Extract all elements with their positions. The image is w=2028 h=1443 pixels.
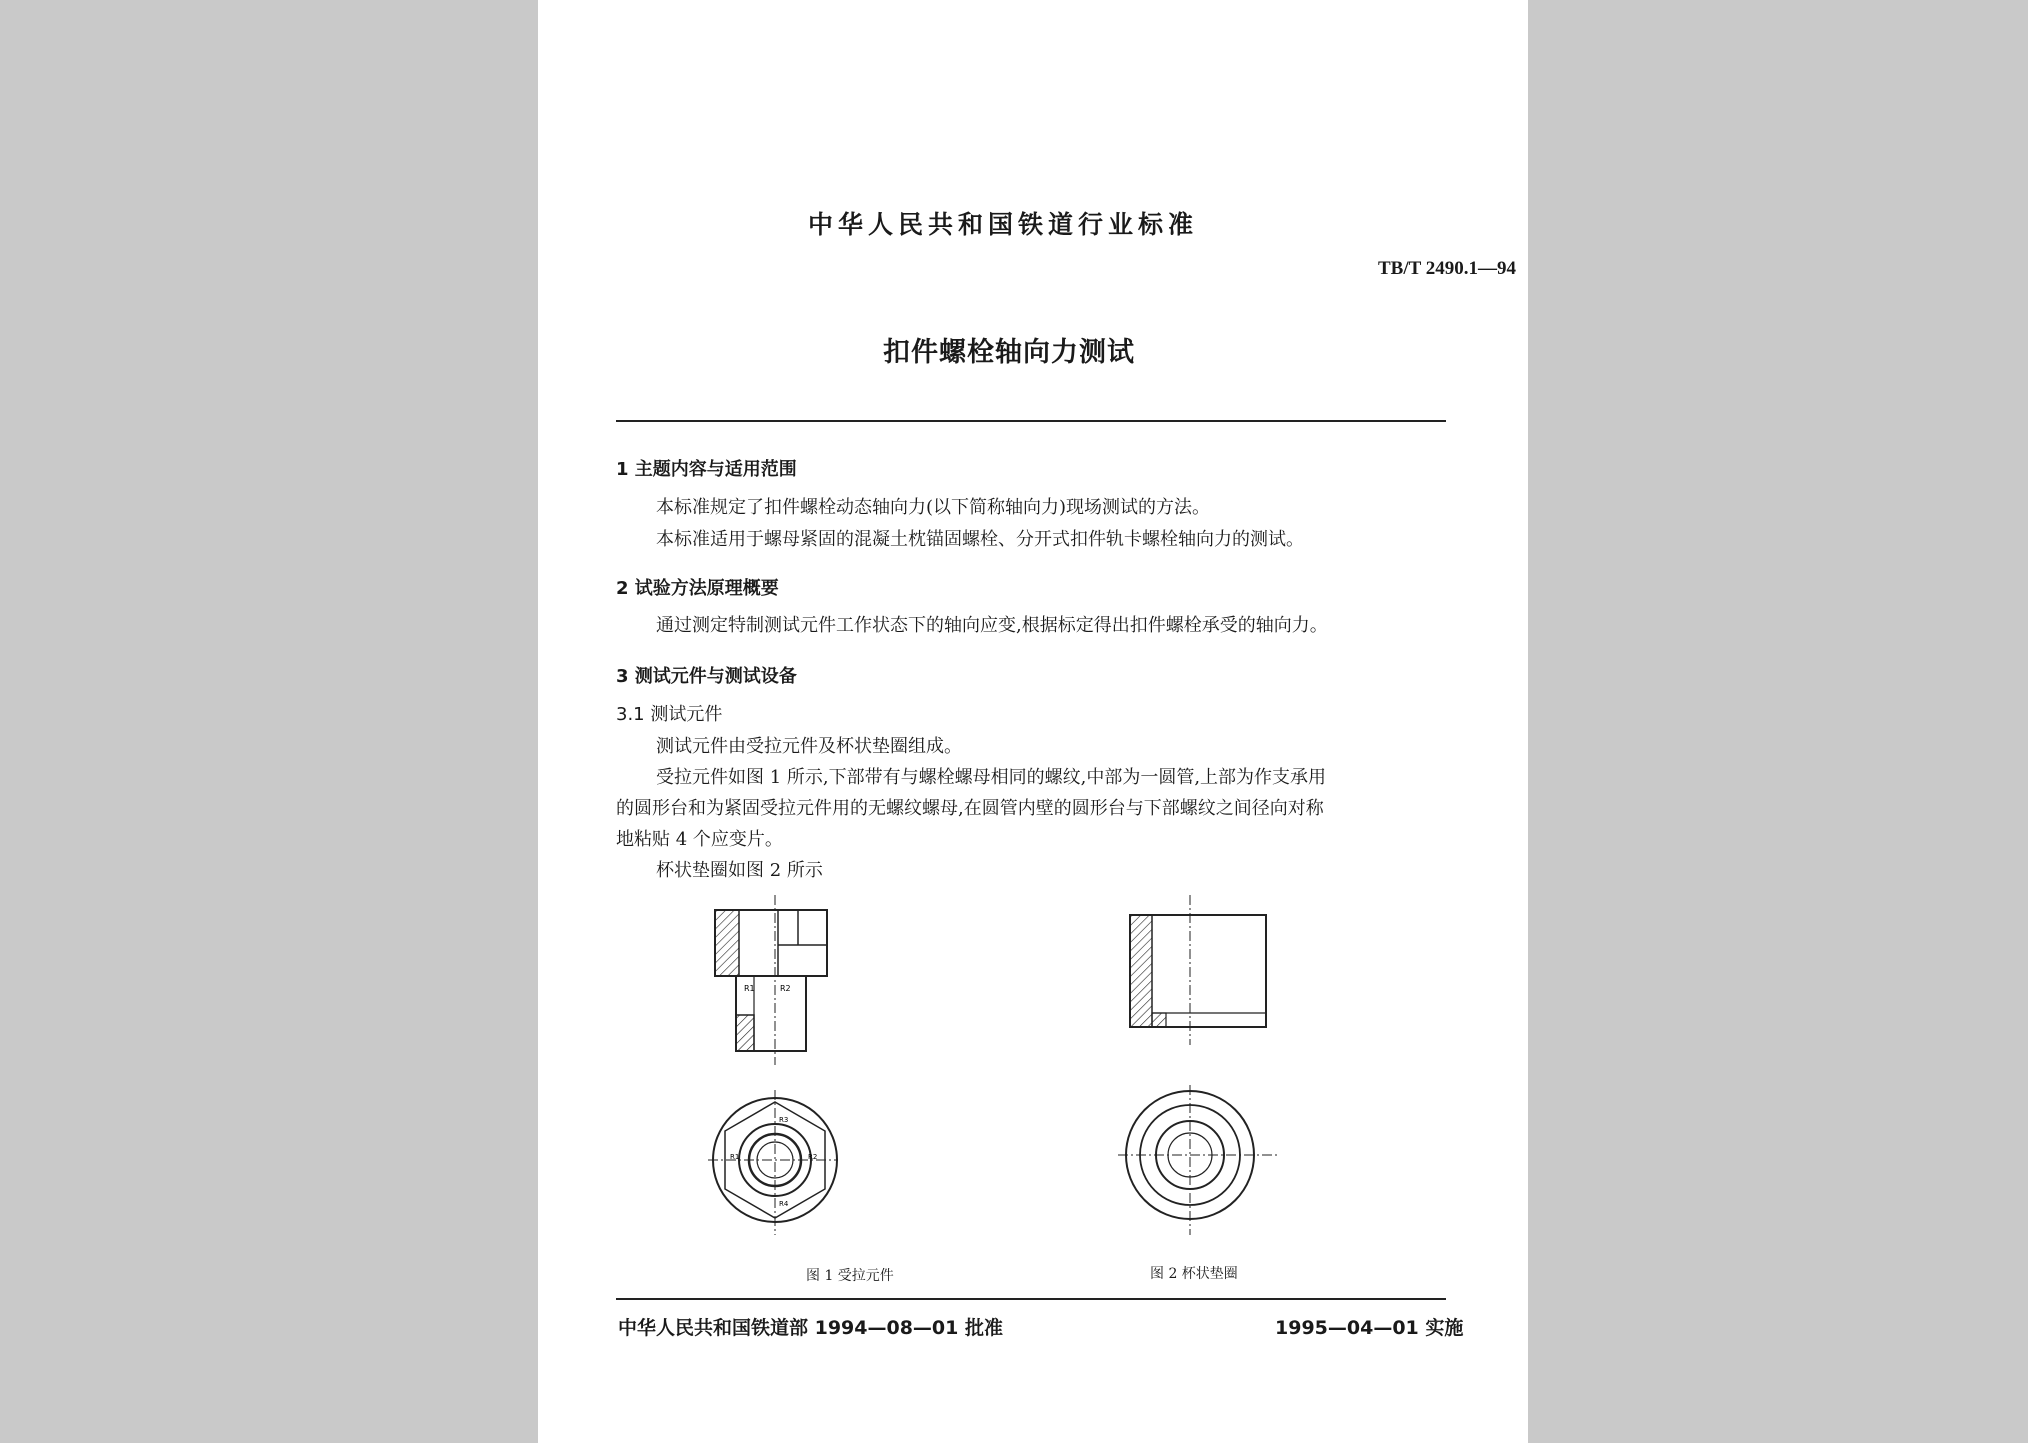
bottom-rule: [616, 1298, 1446, 1300]
label-r1: R1: [744, 984, 755, 993]
label-r2-top: R2: [808, 1153, 818, 1161]
section-3-heading: 3 测试元件与测试设备: [616, 666, 797, 687]
figure-1-top-view: [708, 1090, 838, 1235]
section-3-para-2-line-2: 的圆形台和为紧固受拉元件用的无螺纹螺母,在圆管内壁的圆形台与下部螺纹之间径向对称: [616, 798, 1324, 819]
document-page: [538, 0, 1528, 1443]
figure-1-caption: 图 1 受拉元件: [806, 1268, 894, 1284]
section-3-para-1: 测试元件由受拉元件及杯状垫圈组成。: [656, 736, 962, 757]
footer-approval: 中华人民共和国铁道部 1994—08—01 批准: [618, 1317, 1003, 1339]
figure-2-section-view: [1118, 895, 1258, 1045]
section-2-para-1: 通过测定特制测试元件工作状态下的轴向应变,根据标定得出扣件螺栓承受的轴向力。: [656, 615, 1328, 636]
section-3-para-2-line-1: 受拉元件如图 1 所示,下部带有与螺栓螺母相同的螺纹,中部为一圆管,上部为作支承用: [656, 767, 1327, 788]
section-2-heading: 2 试验方法原理概要: [616, 578, 779, 599]
section-1-para-1: 本标准规定了扣件螺栓动态轴向力(以下简称轴向力)现场测试的方法。: [656, 497, 1211, 518]
label-r3: R3: [779, 1116, 789, 1124]
label-r4: R4: [779, 1200, 789, 1208]
figure-2-caption: 图 2 杯状垫圈: [1150, 1266, 1238, 1282]
figure-2-top-view: [1118, 1085, 1298, 1235]
section-3-1-heading: 3.1 测试元件: [616, 704, 723, 725]
top-rule: [616, 420, 1446, 422]
section-1-heading: 1 主题内容与适用范围: [616, 459, 797, 480]
org-title: 中华人民共和国铁道行业标准: [808, 210, 1199, 239]
doc-title: 扣件螺栓轴向力测试: [883, 337, 1135, 368]
label-r2: R2: [780, 984, 791, 993]
figure-1-section-view: [698, 895, 878, 1065]
section-1-para-2: 本标准适用于螺母紧固的混凝土枕锚固螺栓、分开式扣件轨卡螺栓轴向力的测试。: [656, 529, 1304, 550]
label-r1-top: R1: [730, 1153, 740, 1161]
section-3-para-3: 杯状垫圈如图 2 所示: [656, 860, 823, 881]
section-3-para-2-line-3: 地粘贴 4 个应变片。: [616, 829, 783, 850]
standard-code: TB/T 2490.1—94: [1378, 258, 1516, 279]
footer-effective: 1995—04—01 实施: [1275, 1317, 1464, 1339]
